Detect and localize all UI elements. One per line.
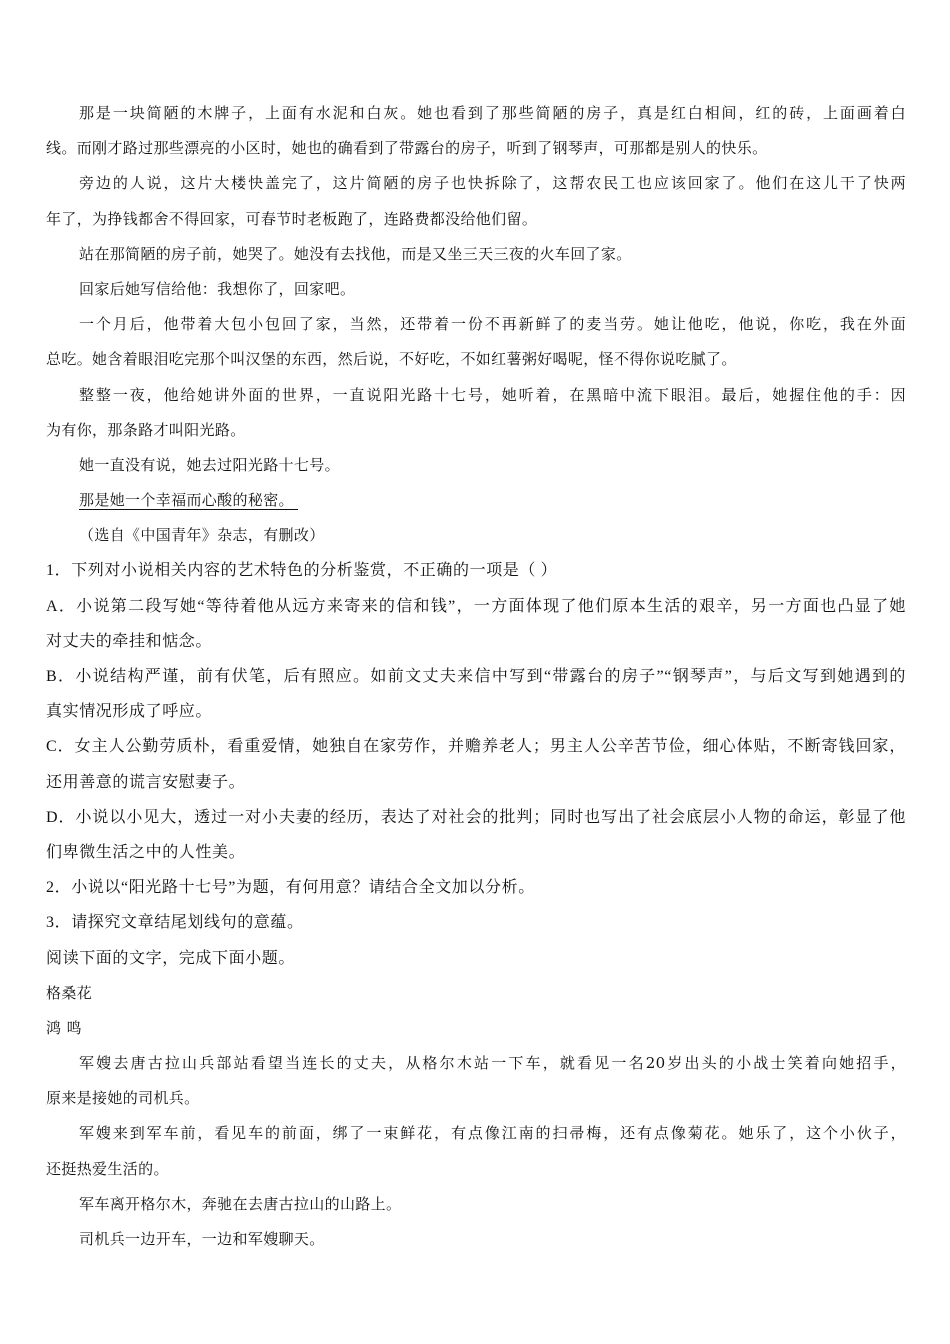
text-line-content: 旁边的人说，这片大楼快盖完了，这片简陋的房子也快拆除了，这帮农民工也应该回家了。他们在这儿干了快两 [79, 174, 906, 193]
text-line [46, 941, 906, 976]
text-line-content: 整整一夜，他给她讲外面的世界，一直说阳光路十七号，她听着，在黑暗中流下眼泪。最后，她握住他的手：因 [79, 385, 906, 404]
text-line [46, 1222, 906, 1257]
text-line-content: 总吃。她含着眼泪吃完那个叫汉堡的东西，然后说，不好吃，不如红薯粥好喝呢，怪不得你说吃腻了。 [46, 350, 737, 369]
text-line-content: 鸿 鸣 [46, 1018, 82, 1037]
text-line-content: D．小说以小见大，透过一对小夫妻的经历，表达了对社会的批判；同时也写出了社会底层小人物的命运，彰显了他 [46, 808, 906, 826]
text-line [46, 1011, 906, 1046]
text-line-content: 那是她一个幸福而心酸的秘密。 [79, 492, 298, 510]
text-line-content: 对丈夫的牵挂和惦念。 [46, 632, 213, 650]
text-line [46, 272, 906, 307]
text-line [46, 307, 906, 342]
text-line-content: 还用善意的谎言安慰妻子。 [46, 773, 246, 791]
text-line-content: 原来是接她的司机兵。 [46, 1089, 200, 1108]
text-line [46, 589, 906, 624]
text-line [46, 835, 906, 870]
underlined-text-line [46, 483, 906, 518]
text-line [46, 624, 906, 659]
text-line [46, 1081, 906, 1116]
text-line-content: （选自《中国青年》杂志，有删改） [79, 526, 325, 545]
text-line-content: 她一直没有说，她去过阳光路十七号。 [79, 455, 340, 474]
text-line-content: B．小说结构严谨，前有伏笔，后有照应。如前文丈夫来信中写到“带露台的房子”“钢琴声”，与后文写到她遇到的 [46, 668, 906, 685]
text-line-content: 为有你，那条路才叫阳光路。 [46, 420, 246, 439]
document-page [46, 96, 906, 1257]
text-line [46, 729, 906, 764]
text-line-content: 一个月后，他带着大包小包回了家，当然，还带着一份不再新鲜了的麦当劳。她让他吃，他说，你吃，我在外面 [79, 315, 906, 334]
text-line [46, 976, 906, 1011]
text-line [46, 905, 906, 940]
text-line-content: 线。而刚才路过那些漂亮的小区时，她也的确看到了带露台的房子，听到了钢琴声，可那都是别人的快乐。 [46, 139, 768, 158]
text-line-content: 2．小说以“阳光路十七号”为题，有何用意？请结合全文加以分析。 [46, 879, 535, 897]
text-line [46, 800, 906, 835]
text-line-content: 真实情况形成了呼应。 [46, 703, 213, 721]
text-line [46, 553, 906, 588]
text-line [46, 659, 906, 694]
text-line-content: 们卑微生活之中的人性美。 [46, 843, 246, 861]
text-line-content: 3．请探究文章结尾划线句的意蕴。 [46, 914, 304, 932]
text-line [46, 342, 906, 377]
text-line [46, 96, 906, 131]
text-line [46, 870, 906, 905]
text-line [46, 1046, 906, 1081]
text-line-content: 1．下列对小说相关内容的艺术特色的分析鉴赏，不正确的一项是（ ） [46, 562, 558, 580]
text-line [46, 765, 906, 800]
text-line-content: 军车离开格尔木，奔驰在去唐古拉山的山路上。 [79, 1194, 402, 1213]
text-line-content: 军嫂来到军车前，看见车的前面，绑了一束鲜花，有点像江南的扫帚梅，还有点像菊花。她乐了，这个小伙子， [79, 1124, 906, 1143]
text-line [46, 1152, 906, 1187]
text-line [46, 378, 906, 413]
text-line [46, 131, 906, 166]
text-line [46, 1116, 906, 1151]
text-line-content: A．小说第二段写她“等待着他从远方来寄来的信和钱”，一方面体现了他们原本生活的艰辛，另一方面也凸显了她 [46, 597, 906, 615]
text-line [46, 518, 906, 553]
text-line-content: 阅读下面的文字，完成下面小题。 [46, 949, 296, 967]
text-line-content: 司机兵一边开车，一边和军嫂聊天。 [79, 1230, 325, 1248]
text-line-content: 年了，为挣钱都舍不得回家，可春节时老板跑了，连路费都没给他们留。 [46, 209, 538, 228]
text-line [46, 1187, 906, 1222]
text-line [46, 237, 906, 272]
text-line [46, 413, 906, 448]
text-line-content: 那是一块简陋的木牌子，上面有水泥和白灰。她也看到了那些简陋的房子，真是红白相间，红的砖，上面画着白 [79, 104, 906, 122]
text-line-content: 站在那简陋的房子前，她哭了。她没有去找他，而是又坐三天三夜的火车回了家。 [79, 244, 632, 263]
text-line [46, 202, 906, 237]
text-line [46, 694, 906, 729]
text-line-content: 格桑花 [46, 983, 93, 1002]
text-line [46, 448, 906, 483]
text-line-content: 还挺热爱生活的。 [46, 1159, 169, 1178]
text-line-content: C．女主人公勤劳质朴，看重爱情，她独自在家劳作，并赡养老人；男主人公辛苦节俭，细心体贴，不断寄钱回家， [46, 738, 906, 756]
text-line-content: 回家后她写信给他：我想你了，回家吧。 [79, 279, 356, 298]
text-line [46, 166, 906, 201]
text-line-content: 军嫂去唐古拉山兵部站看望当连长的丈夫，从格尔木站一下车，就看见一名20岁出头的小战士笑着向她招手， [79, 1054, 906, 1073]
